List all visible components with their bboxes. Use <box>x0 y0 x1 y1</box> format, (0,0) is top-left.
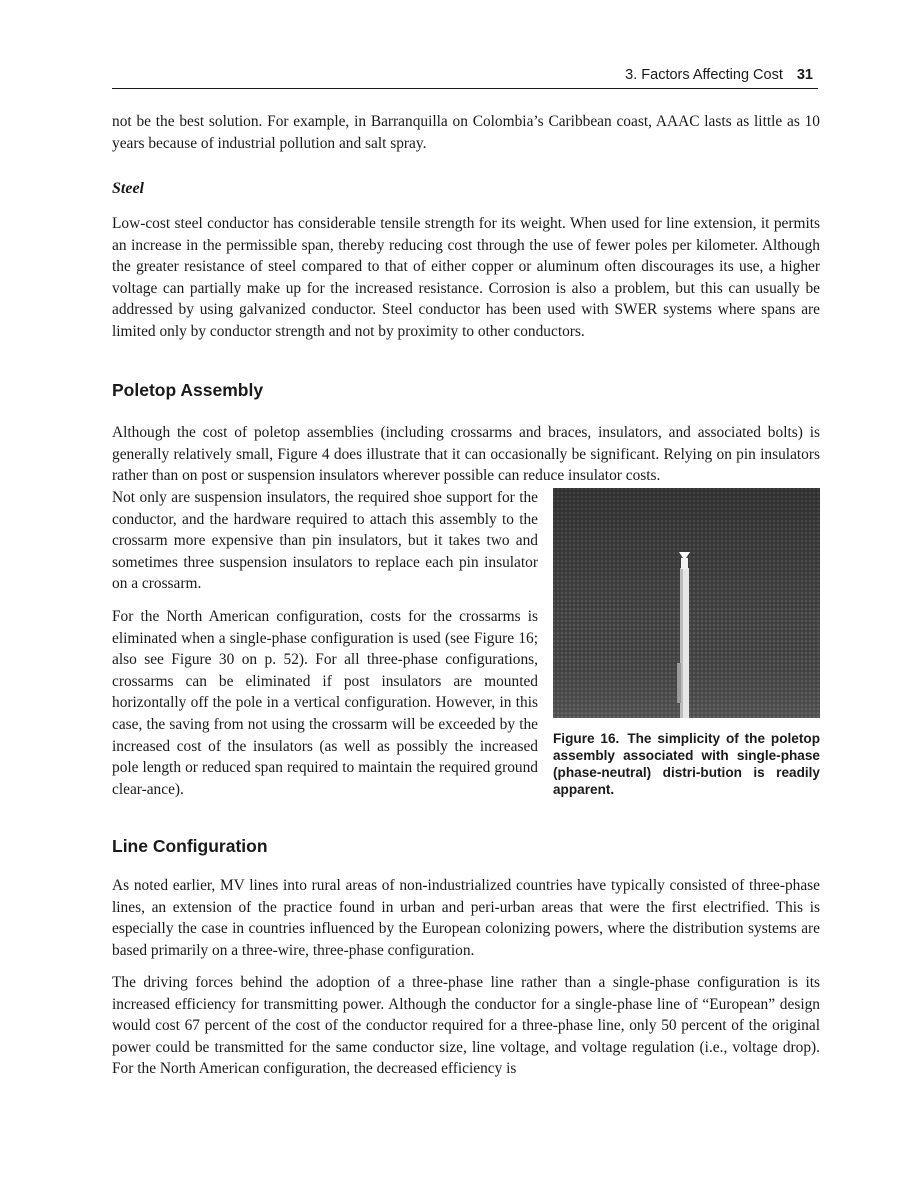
section-heading-line-configuration: Line Configuration <box>112 836 268 856</box>
paragraph-crossarms: For the North American configuration, costs for the crossarms is eliminated when a single-phase configuration is used (see Figure 16; also see Figure 30 on p. 52). For all three-phase configurations, crossarms can be eliminated if post insulators are mounted horizontally off the pole in a vertical configuration. However, in this case, the saving from not using the crossarm will be exceeded by the increased cost of the insulators (as well as possibly the increased pole length or reduced span required to maintain the required ground clear-ance). <box>112 608 538 798</box>
figure-caption-text: The simplicity of the poletop assembly associated with single-phase (phase-neutral) distri-bution is readily apparent. <box>553 731 820 797</box>
figure-label: Figure 16. <box>553 731 620 746</box>
page-number: 31 <box>796 67 813 83</box>
section-heading-poletop-assembly: Poletop Assembly <box>112 380 264 400</box>
paragraph-three-phase-lines: As noted earlier, MV lines into rural areas of non-industrialized countries have typically consisted of three-phase lines, an extension of the practice found in urban and peri-urban areas that were the first electrified. This is especially the case in countries influenced by the European colonizing powers, where the distribution systems are based primarily on a three-wire, three-phase configuration. <box>112 877 820 959</box>
chapter-title: 3. Factors Affecting Cost <box>625 67 783 83</box>
subheading-steel: Steel <box>112 180 144 197</box>
paragraph-aaac-corrosion: not be the best solution. For example, in Barranquilla on Colombia’s Caribbean coast, AAAC lasts as little as 10 years because of industrial pollution and salt spray. <box>112 113 820 152</box>
running-header <box>112 66 818 89</box>
paragraph-suspension-insulators: Not only are suspension insulators, the required shoe support for the conductor, and the hardware required to attach this assembly to the crossarm more expensive than pin insulators, but it takes two and sometimes three suspension insulators to replace each pin insulator on a crossarm. <box>112 489 538 593</box>
paragraph-driving-forces: The driving forces behind the adoption of a three-phase line rather than a single-phase configuration is its increased efficiency for transmitting power. Although the conductor for a single-phase line of “European” design would cost 67 percent of the cost of the conductor required for a three-phase line, only 50 percent of the original power could be transmitted for the same conductor size, line voltage, and voltage regulation (i.e., voltage drop). For the North American configuration, the decreased efficiency is <box>112 974 820 1078</box>
poletop-photo-graphic <box>553 488 820 718</box>
paragraph-steel-conductor: Low-cost steel conductor has considerable tensile strength for its weight. When used for line extension, it permits an increase in the permissible span, thereby reducing cost through the use of fewer poles per kilometer. Although the greater resistance of steel compared to that of either copper or aluminum often discourages its use, a higher voltage can partially make up for the increased resistance. Corrosion is also a problem, but this can usually be addressed by using galvanized conductor. Steel conductor has been used with SWER systems where spans are limited only by conductor strength and not by proximity to other conductors. <box>112 215 820 340</box>
figure-16-photo <box>553 488 820 718</box>
paragraph-poletop-costs: Although the cost of poletop assemblies (including crossarms and braces, insulators, and associated bolts) is generally relatively small, Figure 4 does illustrate that it can occasionally be significant. Relying on pin insulators rather than on post or suspension insulators wherever possible can reduce insulator costs. <box>112 424 820 485</box>
figure-16-caption <box>553 730 820 798</box>
running-header-text <box>625 67 813 83</box>
